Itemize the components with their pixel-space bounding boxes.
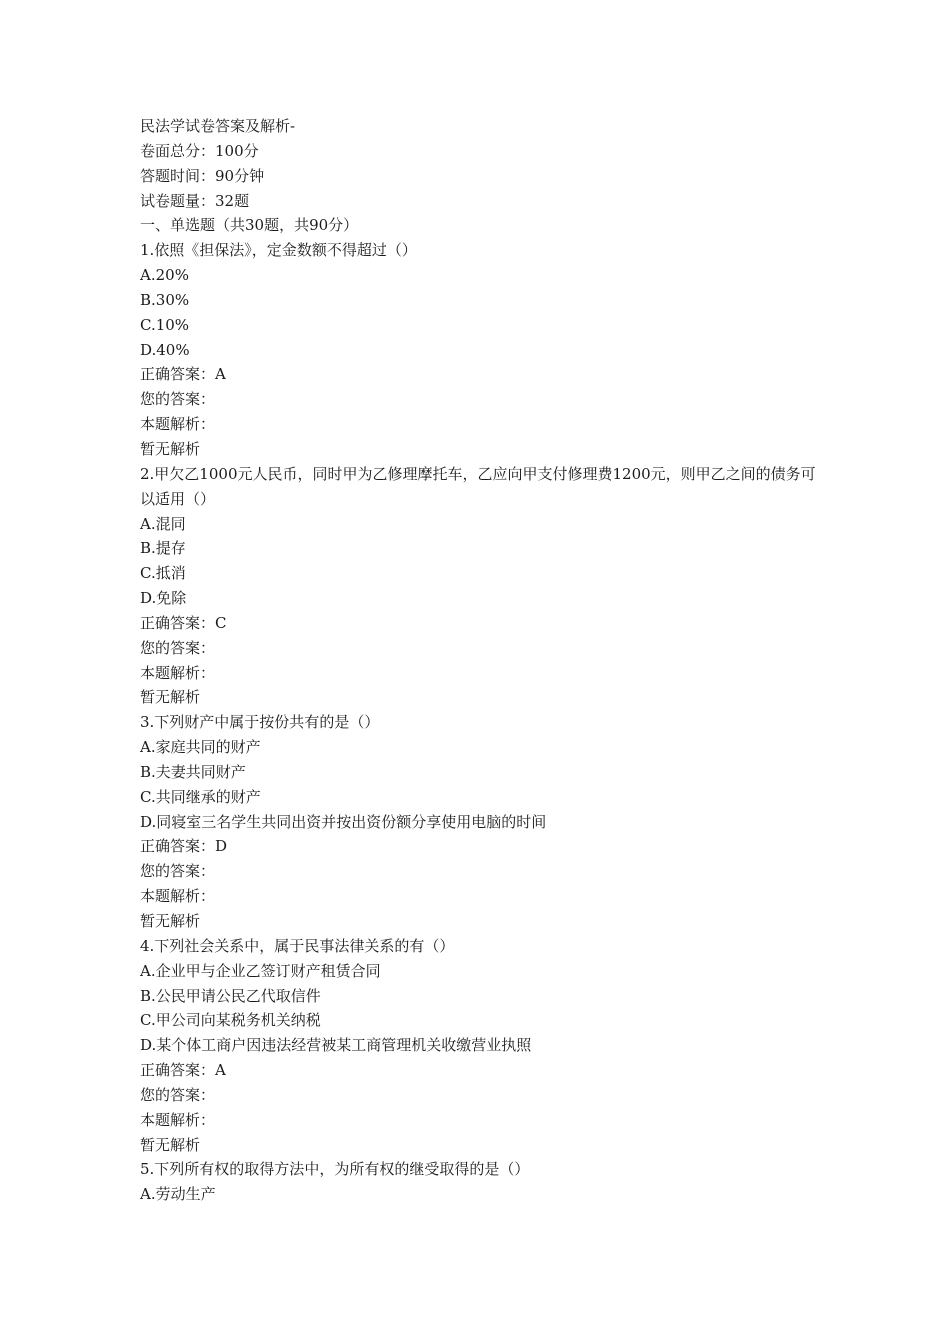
your-answer: 您的答案： [140,1085,216,1104]
option-c: C.抵消 [140,564,186,583]
total-score: 卷面总分：100分 [140,141,259,160]
option-c: C.10% [140,315,190,334]
option-c: C.甲公司向某税务机关纳税 [140,1011,321,1030]
document-page [140,114,820,1207]
correct-answer: 正确答案：D [140,837,228,856]
option-a: A.混同 [140,514,186,533]
analysis-text: 暂无解析 [140,688,201,707]
correct-answer: 正确答案：C [140,613,227,632]
analysis-text: 暂无解析 [140,439,201,458]
question-stem: 1.依照《担保法》，定金数额不得超过（） [140,241,417,260]
question-3 [140,710,820,934]
question-4 [140,934,820,1158]
your-answer: 您的答案： [140,862,216,881]
analysis-text: 暂无解析 [140,912,201,930]
question-stem: 3.下列财产中属于按份共有的是（） [140,713,380,732]
analysis-label: 本题解析： [140,663,216,682]
option-b: B.夫妻共同财产 [140,762,246,781]
analysis-label: 本题解析： [140,415,216,434]
option-a: A.20% [140,266,189,285]
option-d: D.某个体工商户因违法经营被某工商管理机关收缴营业执照 [140,1036,532,1055]
correct-answer: 正确答案：A [140,1061,226,1080]
question-2 [140,462,820,710]
analysis-label: 本题解析： [140,1110,216,1129]
option-d: D.免除 [140,589,187,608]
analysis-text: 暂无解析 [140,1135,201,1154]
option-a: A.企业甲与企业乙签订财产租赁合同 [140,961,381,980]
option-d: D.同寝室三名学生共同出资并按出资份额分享使用电脑的时间 [140,812,547,831]
option-a: A.劳动生产 [140,1185,216,1204]
question-5 [140,1157,820,1207]
section-heading: 一、单选题（共30题，共90分） [140,216,359,235]
question-count: 试卷题量：32题 [140,191,250,210]
correct-answer: 正确答案：A [140,365,226,384]
your-answer: 您的答案： [140,638,216,657]
question-1 [140,238,820,462]
option-b: B.提存 [140,539,186,558]
question-stem: 5.下列所有权的取得方法中，为所有权的继受取得的是（） [140,1160,530,1179]
analysis-label: 本题解析： [140,887,216,906]
option-c: C.共同继承的财产 [140,787,261,806]
your-answer: 您的答案： [140,390,216,409]
option-b: B.公民甲请公民乙代取信件 [140,986,321,1005]
question-stem: 2.甲欠乙1000元人民币，同时甲为乙修理摩托车，乙应向甲支付修理费1200元，则甲乙之间的债务可以适用（） [140,464,816,508]
document-title: 民法学试卷答案及解析- [140,117,296,135]
option-b: B.30% [140,290,190,309]
answer-time: 答题时间：90分钟 [140,166,265,185]
option-d: D.40% [140,340,190,359]
option-a: A.家庭共同的财产 [140,738,261,757]
question-stem: 4.下列社会关系中，属于民事法律关系的有（） [140,936,455,955]
